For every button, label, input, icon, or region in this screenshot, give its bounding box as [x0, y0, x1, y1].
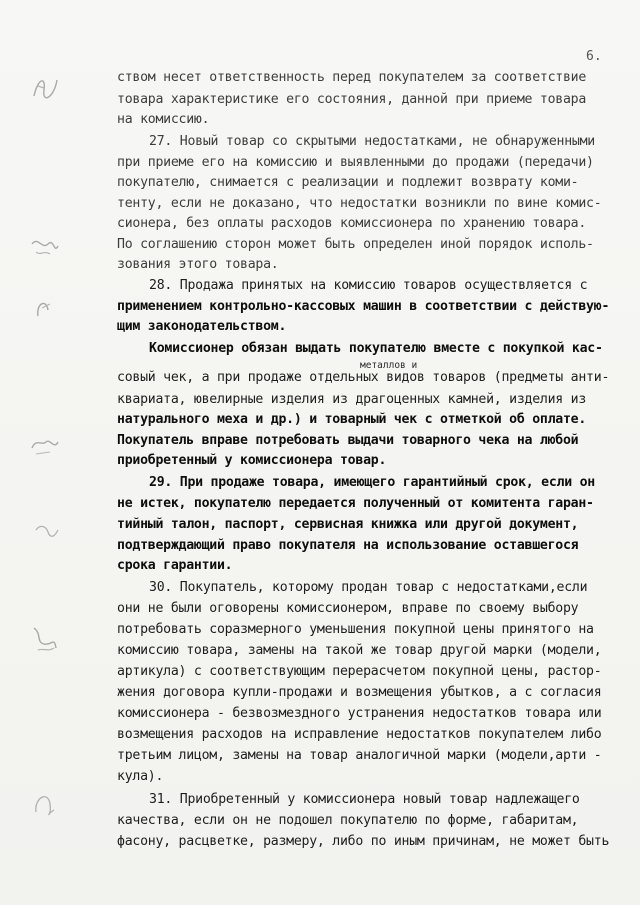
text-line: приобретенный у комиссионера товар.: [117, 453, 387, 468]
margin-scribble: [24, 508, 64, 548]
text-line: совый чек, а при продаже отдельных видов товаров (предметы анти-: [117, 370, 610, 385]
text-line: кула).: [117, 769, 164, 784]
text-line: Комиссионер обязан выдать покупателю вместе с покупкой кас-: [149, 341, 603, 356]
text-line: квариата, ювелирные изделия из драгоценных камней, изделия из: [117, 392, 587, 407]
text-line: комиссию товара, замены на такой же товар другой марки (модели,: [117, 643, 602, 658]
text-line: тенту, если не доказано, что недостатки возникли по вине комис-: [117, 196, 602, 211]
text-line: артикула) с соответствующим перерасчетом покупной цены, растор-: [117, 664, 602, 679]
text-line: сионера, без оплаты расходов комиссионера по хранению товара.: [117, 216, 587, 231]
text-line: Покупатель вправе потребовать выдачи товарного чека на любой: [117, 433, 579, 448]
text-line: применением контрольно-кассовых машин в соответствии с действую-: [117, 299, 610, 314]
margin-scribble: [24, 618, 64, 658]
margin-scribble: [24, 66, 64, 106]
text-line: они не были оговорены комиссионером, вправе по своему выбору: [117, 601, 579, 616]
text-line: 31. Приобретенный у комиссионера новый товар надлежащего: [149, 792, 580, 807]
page-number: 6.: [586, 49, 602, 64]
text-line: не истек, покупателю передается полученный от комитента гаран-: [117, 496, 594, 511]
margin-scribble: [24, 286, 64, 326]
text-line: комиссионера - безвозмездного устранения недостатков товара или: [117, 706, 602, 721]
handwritten-insertion: металлов и: [360, 360, 418, 371]
text-line: потребовать соразмерного уменьшения покупной цены принятого на: [117, 622, 594, 637]
text-line: при приеме его на комиссию и выявленными до продажи (передачи): [117, 155, 594, 170]
text-line: фасону, расцветке, размеру, либо по иным причинам, не может быть: [117, 834, 610, 849]
text-line: 29. При продаже товара, имеющего гарантийный срок, если он: [149, 475, 595, 490]
text-line: подтверждающий право покупателя на использование оставшегося: [117, 538, 579, 553]
text-line: возмещения расходов на исправление недостатков покупателем либо: [117, 727, 602, 742]
text-line: третьим лицом, замены на товар аналогичной марки (модели,арти -: [117, 748, 602, 763]
text-line: щим законодательством.: [117, 319, 287, 334]
text-line: срока гарантии.: [117, 558, 233, 573]
text-line: тийный талон, паспорт, сервисная книжка или другой документ,: [117, 517, 579, 532]
margin-scribble: [24, 782, 64, 822]
text-line: покупателю, снимается с реализации и подлежит возврату коми-: [117, 175, 579, 190]
text-line: ством несет ответственность перед покупателем за соответствие: [117, 70, 587, 85]
text-line: на комиссию.: [117, 112, 210, 127]
text-line: 30. Покупатель, которому продан товар с недостатками,если: [149, 580, 588, 595]
text-line: 28. Продажа принятых на комиссию товаров осуществляется с: [149, 278, 588, 293]
margin-scribble: [24, 424, 64, 464]
text-line: качества, если он не подошел покупателю по форме, габаритам,: [117, 813, 579, 828]
text-line: товара характеристике его состояния, данной при приеме товара: [117, 92, 587, 107]
text-line: жения договора купли-продажи и возмещения убытков, а с согласия: [117, 685, 602, 700]
text-line: 27. Новый товар со скрытыми недостатками, не обнаруженными: [149, 134, 595, 149]
text-line: натурального меха и др.) и товарный чек с отметкой об оплате.: [117, 412, 587, 427]
text-line: зования этого товара.: [117, 257, 279, 272]
margin-scribble: [24, 226, 64, 266]
text-line: По соглашению сторон может быть определен иной порядок исполь-: [117, 237, 594, 252]
